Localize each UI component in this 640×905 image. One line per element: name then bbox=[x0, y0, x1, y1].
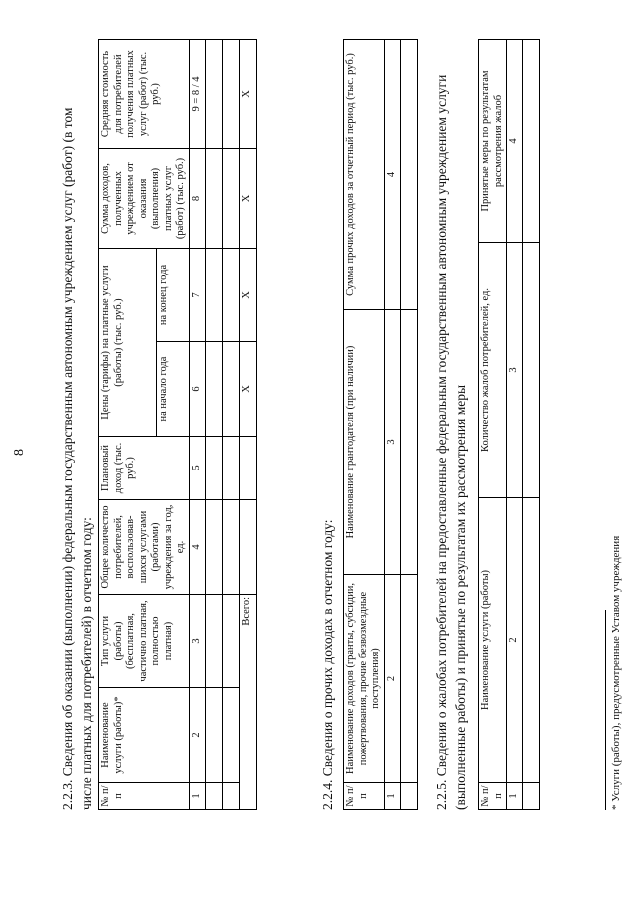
table-cell bbox=[205, 249, 222, 342]
column-number: 2 bbox=[189, 688, 205, 783]
table-cell bbox=[205, 783, 222, 810]
table-cell bbox=[239, 500, 256, 595]
total-cell: X bbox=[239, 249, 256, 342]
table-cell bbox=[523, 40, 540, 243]
complaints-header-count: Количество жалоб потребителей, ед. bbox=[479, 243, 507, 498]
table-cell bbox=[222, 149, 239, 249]
complaints-header-row bbox=[479, 40, 507, 810]
services-header-type: Тип услуги (работы) (бесплатная, частично платная, полностью платная) bbox=[99, 595, 190, 688]
table-cell bbox=[205, 500, 222, 595]
column-number: 5 bbox=[189, 437, 205, 500]
other-income-table bbox=[343, 39, 418, 810]
complaints-table bbox=[478, 39, 540, 810]
section-223-heading: 2.2.3. Сведения об оказании (выполнении) федеральным государственным автономным учреждением услуг (работ) (в том числе платных для потребителей) в отчетном году: bbox=[60, 107, 94, 810]
column-number: 4 bbox=[189, 500, 205, 595]
section-224-heading: 2.2.4. Сведения о прочих доходах в отчетном году: bbox=[320, 519, 335, 810]
table-cell bbox=[205, 688, 222, 783]
table-cell bbox=[222, 783, 239, 810]
table-cell bbox=[222, 342, 239, 437]
services-header-number: № п/п bbox=[99, 783, 190, 810]
section-225-heading: 2.2.5. Сведения о жалобах потребителей на предоставленные федеральным государственным автономным учреждением услуги (выполненные работы) и принятые по результатам их рассмотрения меры bbox=[434, 74, 468, 810]
table-cell bbox=[222, 249, 239, 342]
table-cell bbox=[222, 437, 239, 500]
total-label: Всего: bbox=[239, 595, 256, 810]
services-header-name: Наименование услуги (работы)* bbox=[99, 688, 190, 783]
column-number: 1 bbox=[507, 783, 523, 810]
column-number: 3 bbox=[385, 310, 401, 575]
complaints-header-measures: Принятые меры по результатам рассмотрения жалоб bbox=[479, 40, 507, 243]
column-number: 4 bbox=[507, 40, 523, 243]
other-income-header-number: № п/п bbox=[344, 783, 385, 810]
table-cell bbox=[222, 40, 239, 149]
other-income-numbering-row bbox=[385, 40, 401, 810]
services-header-price-start: на начало года bbox=[157, 342, 189, 437]
table-cell bbox=[222, 595, 239, 688]
table-cell bbox=[401, 40, 418, 310]
column-number: 6 bbox=[189, 342, 205, 437]
table-cell bbox=[401, 310, 418, 575]
services-header-prices: Цены (тарифы) на платные услуги (работы) (тыс. руб.) bbox=[99, 249, 157, 437]
other-income-header-row bbox=[344, 40, 385, 810]
services-header-average-cost: Средняя стоимость для потребителей получения платных услуг (работ) (тыс. руб.) bbox=[99, 40, 190, 149]
table-cell bbox=[205, 595, 222, 688]
table-row bbox=[401, 40, 418, 810]
table-row bbox=[205, 40, 222, 810]
table-cell bbox=[222, 500, 239, 595]
column-number: 1 bbox=[385, 783, 401, 810]
column-number: 2 bbox=[507, 498, 523, 783]
table-cell bbox=[205, 40, 222, 149]
complaints-header-service: Наименование услуги (работы) bbox=[479, 498, 507, 783]
table-cell bbox=[523, 498, 540, 783]
table-row bbox=[523, 40, 540, 810]
other-income-header-sum: Сумма прочих доходов за отчетный период (тыс. руб.) bbox=[344, 40, 385, 310]
services-header-price-end: на конец года bbox=[157, 249, 189, 342]
footnote: * Услуги (работы), предусмотренные Уставом учреждения bbox=[610, 535, 622, 810]
column-number: 7 bbox=[189, 249, 205, 342]
table-cell bbox=[401, 783, 418, 810]
column-number: 3 bbox=[189, 595, 205, 688]
services-header-consumers: Общее количество потребителей, воспользовав-шихся услугами (работами) учреждения за год, ед. bbox=[99, 500, 190, 595]
column-number: 9 = 8 / 4 bbox=[189, 40, 205, 149]
other-income-header-name: Наименование доходов (гранты, субсидии, пожертвования, прочие безвозмездные поступления) bbox=[344, 575, 385, 783]
complaints-header-number: № п/п bbox=[479, 783, 507, 810]
column-number: 8 bbox=[189, 149, 205, 249]
table-cell bbox=[523, 783, 540, 810]
services-numbering-row bbox=[189, 40, 205, 810]
services-header-income-sum: Сумма доходов, полученных учреждением от оказания (выполнения) платных услуг (работ) (тыс. руб.) bbox=[99, 149, 190, 249]
services-table bbox=[98, 39, 257, 810]
complaints-numbering-row bbox=[507, 40, 523, 810]
page-number: 8 bbox=[12, 449, 27, 456]
table-cell bbox=[401, 575, 418, 783]
column-number: 4 bbox=[385, 40, 401, 310]
table-cell bbox=[205, 437, 222, 500]
table-cell bbox=[222, 688, 239, 783]
services-total-row bbox=[239, 40, 256, 810]
other-income-header-grantor: Наименование грантодателя (при наличии) bbox=[344, 310, 385, 575]
table-row bbox=[222, 40, 239, 810]
services-header-planned-income: Плановый доход (тыс. руб.) bbox=[99, 437, 190, 500]
total-cell: X bbox=[239, 149, 256, 249]
column-number: 1 bbox=[189, 783, 205, 810]
table-cell bbox=[239, 437, 256, 500]
column-number: 2 bbox=[385, 575, 401, 783]
table-cell bbox=[205, 149, 222, 249]
services-header-row bbox=[99, 40, 157, 810]
total-cell: X bbox=[239, 40, 256, 149]
table-cell bbox=[205, 342, 222, 437]
total-cell: X bbox=[239, 342, 256, 437]
footnote-separator bbox=[605, 610, 606, 810]
table-cell bbox=[523, 243, 540, 498]
column-number: 3 bbox=[507, 243, 523, 498]
